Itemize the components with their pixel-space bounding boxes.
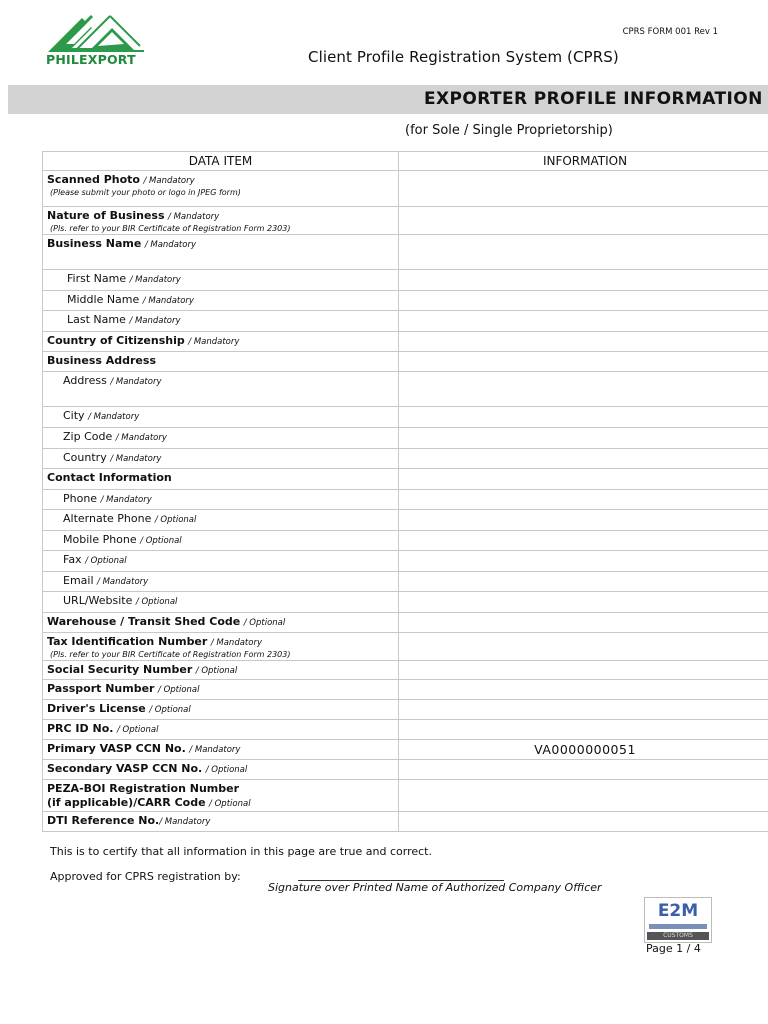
philexport-logo [44, 14, 144, 70]
info-cell[interactable] [399, 291, 768, 311]
row-label-cell [43, 510, 399, 531]
row-label-cell [43, 551, 399, 572]
table-row [43, 661, 768, 680]
row-label-cell [43, 633, 399, 661]
table-row [43, 171, 768, 207]
info-cell[interactable] [399, 700, 768, 720]
row-label-cell [43, 700, 399, 720]
row-label: PEZA-BOI Registration Number [47, 782, 240, 795]
requirement-tag: / Mandatory [115, 433, 167, 443]
row-label: Address [63, 374, 107, 387]
requirement-tag: / Optional [135, 597, 178, 607]
row-label-cell [43, 720, 399, 740]
philexport-logo-mark-icon [48, 14, 144, 52]
row-label-cell [43, 469, 399, 490]
row-label-cell [43, 171, 399, 207]
info-cell[interactable] [399, 235, 768, 270]
requirement-tag: / Mandatory [100, 495, 152, 505]
requirement-tag: / Mandatory [88, 412, 140, 422]
signature-caption: Signature over Printed Name of Authorized Company Officer [268, 881, 602, 894]
row-label-cell [43, 207, 399, 235]
title-banner [8, 85, 768, 114]
requirement-tag: / Mandatory [97, 577, 149, 587]
table-row [43, 352, 768, 372]
requirement-tag: / Optional [85, 556, 127, 566]
page-subtitle: (for Sole / Single Proprietorship) [405, 123, 613, 138]
table-row [43, 490, 768, 510]
row-label-cell [43, 572, 399, 592]
table-row [43, 270, 768, 291]
requirement-tag: / Mandatory [110, 454, 162, 464]
table-row [43, 428, 768, 449]
info-cell[interactable] [399, 531, 768, 551]
info-cell[interactable] [399, 207, 768, 235]
info-cell[interactable] [399, 760, 768, 780]
section-label: Business Address [47, 354, 156, 367]
page-title: EXPORTER PROFILE INFORMATION [424, 89, 763, 109]
row-label: Zip Code [63, 430, 113, 443]
table-row [43, 291, 768, 311]
row-label-cell [43, 592, 399, 613]
row-label-cell [43, 407, 399, 428]
row-label-cell [43, 332, 399, 352]
row-label: URL/Website [63, 594, 133, 607]
table-row [43, 372, 768, 407]
info-cell[interactable] [399, 661, 768, 680]
row-note: (Pls. refer to your BIR Certificate of Registration Form 2303) [50, 224, 291, 233]
info-cell[interactable] [399, 551, 768, 572]
row-label-cell [43, 291, 399, 311]
row-label-cell [43, 680, 399, 700]
row-label: DTI Reference No. [47, 814, 160, 827]
info-cell[interactable] [399, 572, 768, 592]
row-label-cell [43, 352, 399, 372]
column-header-information: INFORMATION [399, 152, 768, 171]
requirement-tag: / Optional [205, 765, 248, 775]
info-cell[interactable] [399, 332, 768, 352]
row-label-cell [43, 372, 399, 407]
table-row [43, 760, 768, 780]
row-label-cell [43, 428, 399, 449]
row-note: (Pls. refer to your BIR Certificate of Registration Form 2303) [50, 650, 291, 659]
table-row [43, 572, 768, 592]
info-cell[interactable] [399, 720, 768, 740]
row-label: Alternate Phone [63, 512, 152, 525]
requirement-tag: / Optional [158, 685, 200, 695]
requirement-tag: / Optional [195, 666, 238, 676]
requirement-tag: / Mandatory [159, 817, 211, 827]
requirement-tag: / Mandatory [144, 240, 196, 250]
row-label: Country [63, 451, 107, 464]
row-label-cell [43, 740, 399, 760]
row-label-cell [43, 760, 399, 780]
table-row [43, 592, 768, 613]
row-label: First Name [67, 272, 127, 285]
row-label-cell [43, 531, 399, 551]
requirement-tag: / Optional [154, 515, 197, 525]
info-cell [399, 352, 768, 372]
row-label: Mobile Phone [63, 533, 137, 546]
e2m-logo-bar: CUSTOMS [647, 932, 709, 940]
form-code: CPRS FORM 001 Rev 1 [622, 27, 718, 37]
row-label: PRC ID No. [47, 722, 114, 735]
info-cell[interactable] [399, 592, 768, 613]
row-label-cell [43, 661, 399, 680]
info-cell[interactable] [399, 680, 768, 700]
requirement-tag: / Optional [116, 725, 159, 735]
requirement-tag: / Optional [140, 536, 182, 546]
requirement-tag: / Mandatory [129, 275, 181, 285]
row-label: Tax Identification Number [47, 635, 208, 648]
row-label-cell [43, 613, 399, 633]
row-label: Country of Citizenship [47, 334, 185, 347]
table-row [43, 407, 768, 428]
row-label-cell [43, 311, 399, 332]
requirement-tag: / Mandatory [188, 337, 240, 347]
system-title: Client Profile Registration System (CPRS) [308, 48, 619, 66]
table-row [43, 449, 768, 469]
row-label-cell [43, 449, 399, 469]
info-cell [399, 469, 768, 490]
section-label: Contact Information [47, 471, 172, 484]
info-cell[interactable] [399, 407, 768, 428]
page-number: Page 1 / 4 [646, 942, 701, 955]
row-label: Middle Name [67, 293, 140, 306]
table-row [43, 812, 768, 832]
row-label: Warehouse / Transit Shed Code [47, 615, 241, 628]
row-note: (Please submit your photo or logo in JPEG form) [50, 188, 241, 197]
profile-table [42, 151, 768, 832]
info-cell[interactable] [399, 270, 768, 291]
info-cell[interactable] [399, 449, 768, 469]
table-row [43, 633, 768, 661]
e2m-logo-text: E2M [657, 901, 699, 921]
requirement-tag: / Mandatory [129, 316, 181, 326]
certification-text: This is to certify that all information in this page are true and correct. [50, 845, 432, 858]
table-row [43, 740, 768, 760]
e2m-customs-logo [644, 897, 712, 943]
row-label: Passport Number [47, 682, 155, 695]
row-label: Last Name [67, 313, 126, 326]
requirement-tag: / Mandatory [143, 176, 195, 186]
info-cell[interactable] [399, 428, 768, 449]
row-label-cell [43, 812, 399, 832]
row-label: Driver's License [47, 702, 146, 715]
row-label: Secondary VASP CCN No. [47, 762, 203, 775]
requirement-tag: / Mandatory [189, 745, 241, 755]
e2m-logo-stripe [649, 924, 707, 929]
row-label: Business Name [47, 237, 142, 250]
requirement-tag: / Mandatory [210, 638, 262, 648]
row-label-cell [43, 780, 399, 812]
info-cell[interactable] [399, 372, 768, 407]
table-row [43, 469, 768, 490]
row-label: Nature of Business [47, 209, 165, 222]
table-row [43, 235, 768, 270]
row-label: City [63, 409, 85, 422]
info-cell[interactable] [399, 490, 768, 510]
requirement-tag: / Optional [209, 799, 251, 809]
table-row [43, 680, 768, 700]
row-label: Email [63, 574, 94, 587]
table-row [43, 207, 768, 235]
info-cell[interactable] [399, 613, 768, 633]
row-label-cell [43, 235, 399, 270]
row-label: Social Security Number [47, 663, 193, 676]
info-cell[interactable] [399, 812, 768, 832]
table-row [43, 510, 768, 531]
requirement-tag: / Mandatory [168, 212, 220, 222]
primary-vasp-value[interactable]: VA0000000051 [399, 740, 768, 760]
table-row [43, 332, 768, 352]
requirement-tag: / Mandatory [142, 296, 194, 306]
table-row [43, 780, 768, 812]
info-cell[interactable] [399, 311, 768, 332]
row-label: Fax [63, 553, 82, 566]
logo-text: PHILEXPORT [46, 52, 136, 67]
table-row [43, 700, 768, 720]
row-label-cell [43, 490, 399, 510]
row-label: Phone [63, 492, 98, 505]
approved-by-label: Approved for CPRS registration by: [50, 870, 241, 883]
info-cell[interactable] [399, 633, 768, 661]
info-cell[interactable] [399, 780, 768, 812]
table-row [43, 531, 768, 551]
row-label-cell [43, 270, 399, 291]
table-row [43, 551, 768, 572]
table-row [43, 311, 768, 332]
requirement-tag: / Mandatory [110, 377, 162, 387]
column-header-data-item: DATA ITEM [43, 152, 399, 171]
info-cell[interactable] [399, 171, 768, 207]
row-label-line2: (if applicable)/CARR Code [47, 796, 206, 809]
table-row [43, 613, 768, 633]
requirement-tag: / Optional [149, 705, 191, 715]
row-label: Primary VASP CCN No. [47, 742, 186, 755]
requirement-tag: / Optional [243, 618, 286, 628]
table-header-row [43, 152, 768, 171]
table-row [43, 720, 768, 740]
info-cell[interactable] [399, 510, 768, 531]
row-label: Scanned Photo [47, 173, 140, 186]
